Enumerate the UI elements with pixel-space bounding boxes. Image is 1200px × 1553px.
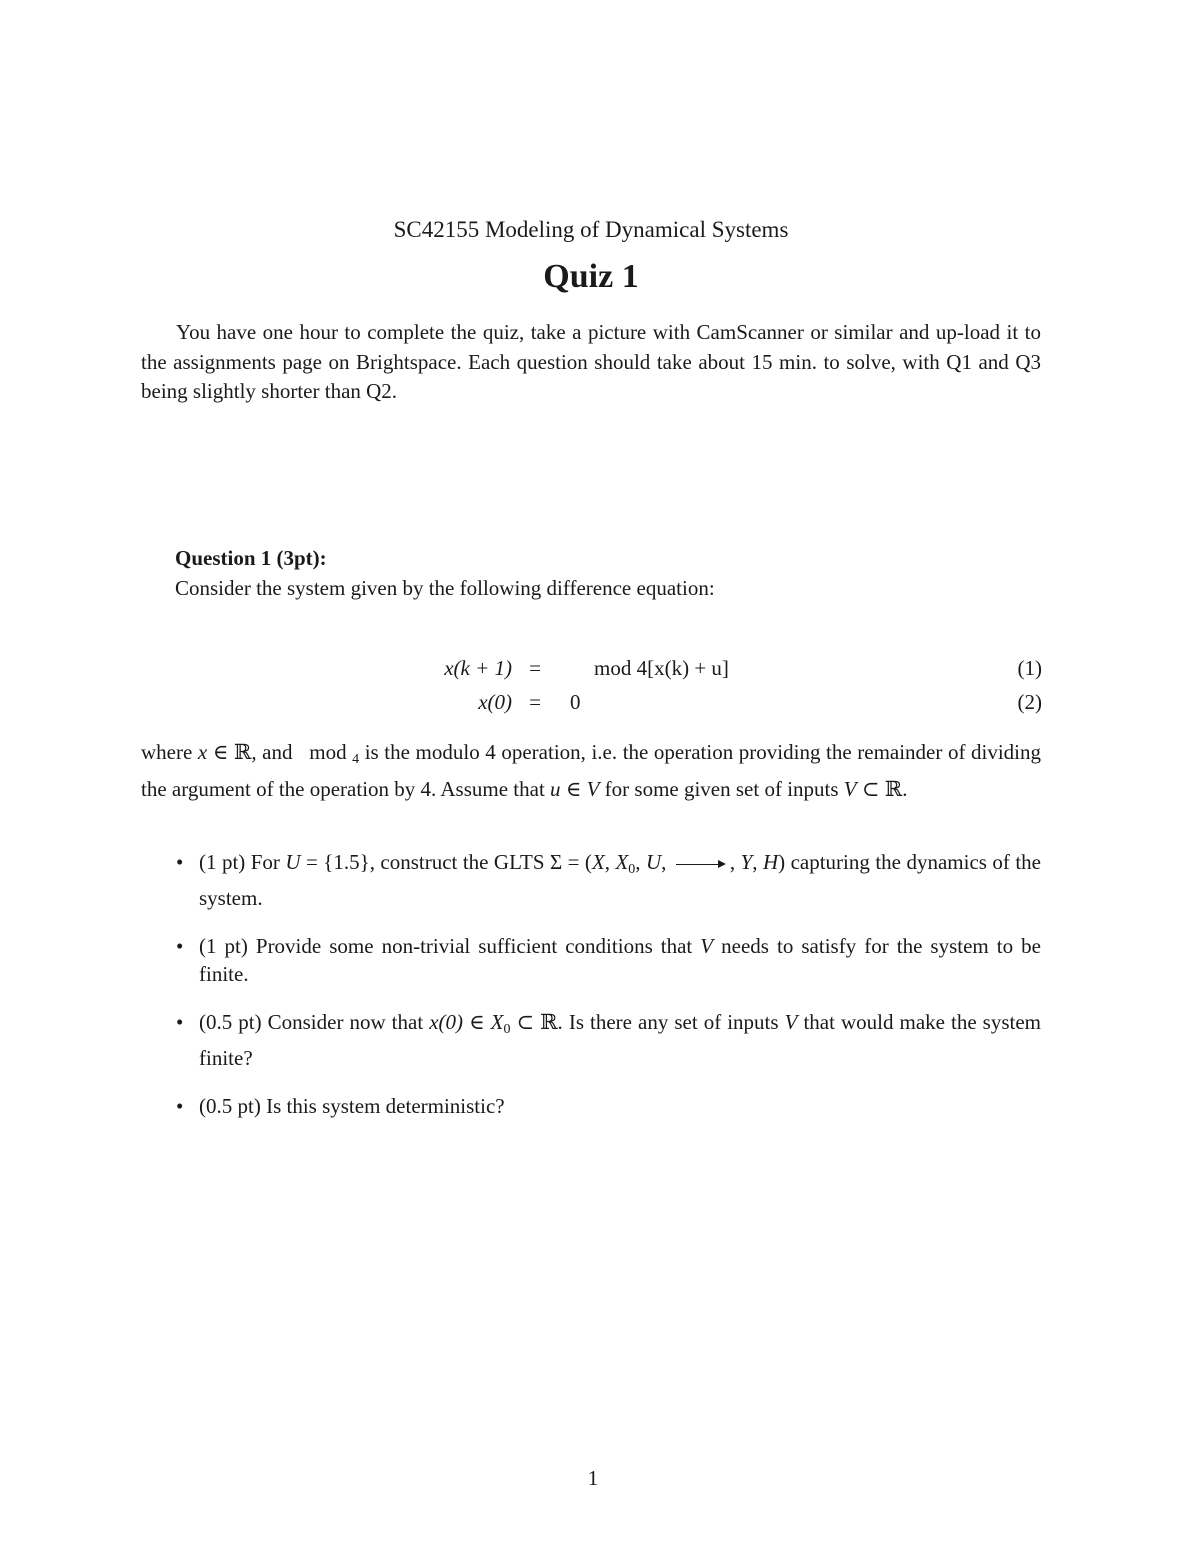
- text-span: needs to satisfy for the system to be finite.: [199, 934, 1041, 986]
- math-var: X: [591, 850, 605, 874]
- math-symbol: ℝ: [233, 740, 252, 764]
- math-symbol: ∈: [560, 776, 587, 801]
- equation-1-rhs: mod 4[x(k) + u]: [594, 656, 729, 680]
- text-span: ,: [635, 850, 646, 874]
- bullet-icon: •: [176, 934, 184, 958]
- equation-1: [0, 653, 1200, 683]
- text-span: , and: [251, 740, 299, 764]
- bullet-icon: •: [176, 1094, 184, 1118]
- text-span: (0.5 pt) Consider now that: [199, 1010, 430, 1034]
- math-subscript: 0: [628, 862, 636, 877]
- question-1-subquestions: [175, 848, 1041, 1140]
- math-symbol: ⊂: [510, 1010, 541, 1034]
- text-span: ,: [752, 850, 763, 874]
- math-symbol: ℝ: [540, 1010, 558, 1034]
- equation-1-relation: =: [529, 656, 541, 680]
- text-span: for some given set of inputs: [599, 776, 844, 801]
- equation-2-rhs: 0: [570, 690, 581, 714]
- bullet-icon: •: [176, 850, 184, 874]
- math-var: V: [700, 934, 714, 958]
- subquestion-3: [175, 1008, 1041, 1072]
- text-span: . Is there any set of inputs: [557, 1010, 785, 1034]
- math-var: U: [646, 850, 662, 874]
- text-span: = {1.5}, construct the GLTS: [300, 850, 550, 874]
- bullet-icon: •: [176, 1010, 184, 1034]
- math-var: x(0): [429, 1010, 463, 1034]
- subquestion-1: [175, 848, 1041, 912]
- math-var: V: [586, 776, 600, 801]
- text-span: ) capturing the dynamics of the system.: [199, 850, 1041, 910]
- subquestion-2: [175, 932, 1041, 988]
- question-1-prompt: Consider the system given by the following difference equation:: [175, 576, 715, 600]
- math-var: Y: [740, 850, 753, 874]
- subquestion-4: [175, 1092, 1041, 1120]
- math-var: X: [490, 1010, 504, 1034]
- math-symbol: ⊂: [856, 776, 885, 801]
- text-span: = (: [562, 850, 592, 874]
- question-1-explanation: [141, 738, 1041, 804]
- math-symbol: ∈: [207, 740, 234, 764]
- equation-2-lhs: x(0): [478, 690, 512, 714]
- text-span: (1 pt) Provide some non-trivial sufficient conditions that: [199, 934, 701, 958]
- transition-arrow-icon: [676, 859, 726, 869]
- text-span: that would make the system finite?: [199, 1010, 1042, 1070]
- intro-paragraph: You have one hour to complete the quiz, take a picture with CamScanner or similar and up-load it to the assignments page on Brightspace. Each question should take about 15 min. to solve, with Q1 and Q3 being slightly shorter than Q2.: [141, 320, 1041, 403]
- math-var: X: [615, 850, 629, 874]
- math-symbol: ∈: [463, 1010, 491, 1034]
- text-span: is the modulo 4 operation, i.e. the operation providing the remainder of dividing the argument of the operation by 4. Assume that: [141, 740, 1042, 801]
- equation-1-lhs: x(k + 1): [444, 656, 512, 680]
- equation-2-relation: =: [529, 690, 541, 714]
- text-span: (0.5 pt) Is this system deterministic?: [199, 1094, 505, 1118]
- math-var: U: [285, 850, 301, 874]
- text-span: ,: [604, 850, 616, 874]
- math-var: H: [762, 850, 779, 874]
- math-subscript: 4: [352, 752, 360, 767]
- course-title: SC42155 Modeling of Dynamical Systems: [393, 217, 789, 242]
- math-symbol: ℝ: [884, 776, 903, 801]
- text-span: ,: [661, 850, 672, 874]
- math-var: x: [197, 740, 208, 764]
- equation-2-number: (2): [1017, 690, 1042, 714]
- text-span: where: [141, 740, 198, 764]
- math-subscript: 0: [503, 1022, 511, 1037]
- math-var: u: [550, 776, 561, 801]
- text-span: ,: [729, 850, 741, 874]
- math-operator: mod: [309, 740, 347, 764]
- question-1-heading: Question 1 (3pt):: [175, 546, 327, 570]
- quiz-title: Quiz 1: [543, 258, 639, 295]
- equation-2: [0, 687, 1200, 717]
- page-number: 1: [587, 1466, 599, 1490]
- text-span: .: [902, 776, 908, 801]
- math-var: V: [784, 1010, 798, 1034]
- math-symbol: Σ: [549, 850, 563, 874]
- text-span: (1 pt) For: [199, 850, 286, 874]
- equation-1-number: (1): [1017, 656, 1042, 680]
- math-var: V: [843, 776, 857, 801]
